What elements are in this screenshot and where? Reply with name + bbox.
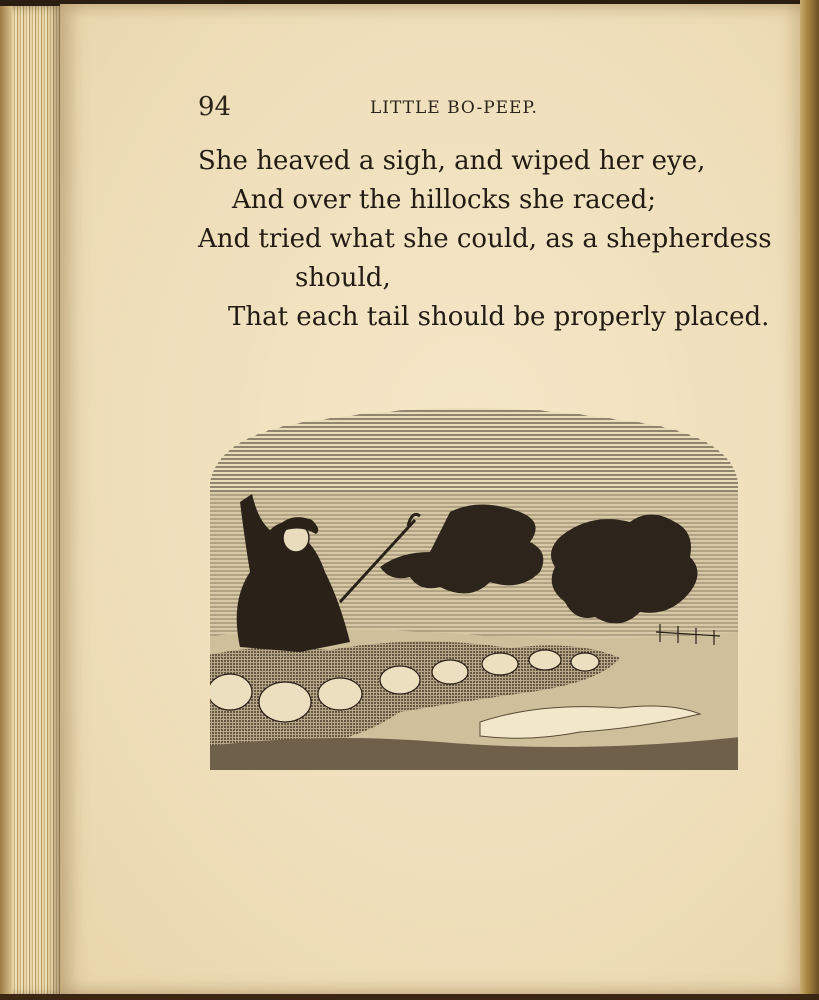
- verse-line: She heaved a sigh, and wiped her eye,: [198, 146, 706, 176]
- verse-line: That each tail should be properly placed.: [228, 302, 770, 332]
- verse-line: And over the hillocks she raced;: [232, 185, 656, 215]
- page-edges: [0, 6, 62, 996]
- page-number: 94: [198, 92, 232, 122]
- bottom-edge: [0, 994, 819, 1000]
- page-header: [198, 92, 758, 122]
- right-page-edge: [800, 0, 819, 1000]
- verse-line: should,: [295, 263, 391, 293]
- verse-stanza: [198, 142, 772, 337]
- running-title: LITTLE BO-PEEP.: [370, 98, 538, 118]
- engraving-illustration: [200, 402, 740, 770]
- verse-line: And tried what she could, as a shepherdess: [198, 224, 772, 254]
